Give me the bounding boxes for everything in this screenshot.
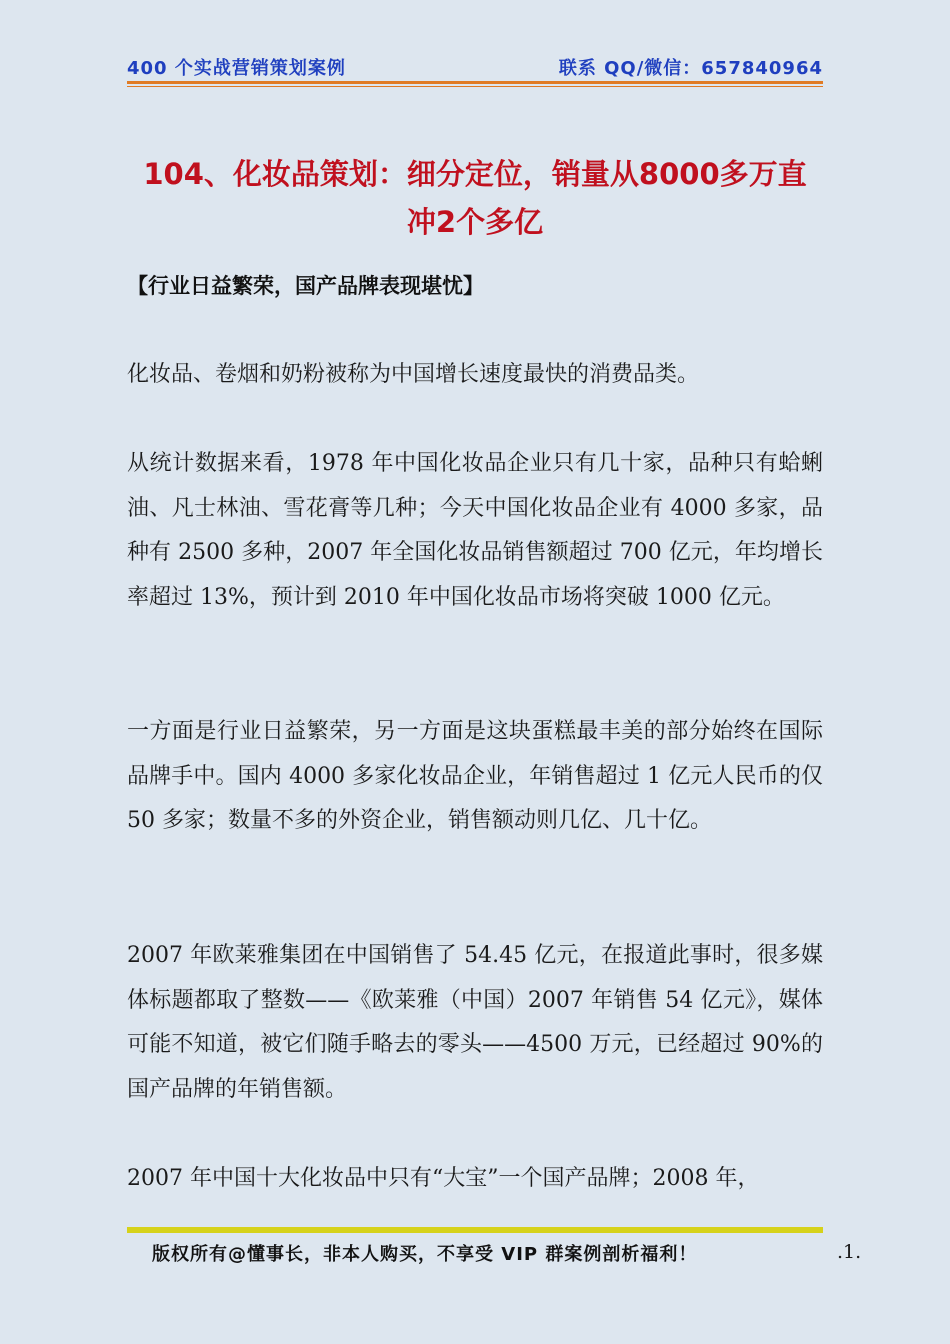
page-header (127, 54, 823, 80)
footer-rule (127, 1227, 823, 1233)
title-line-1: 104、化妆品策划：细分定位，销量从8000多万直 (143, 157, 807, 191)
paragraph-3: 一方面是行业日益繁荣，另一方面是这块蛋糕最丰美的部分始终在国际品牌手中。国内 4000 多家化妆品企业，年销售超过 1 亿元人民币的仅 50 多家；数量不多的外资企业，销售额动则几亿、几十亿。 (127, 719, 823, 834)
title-line-2: 冲2个多亿 (406, 205, 544, 239)
paragraph-4: 2007 年欧莱雅集团在中国销售了 54.45 亿元，在报道此事时，很多媒体标题都取了整数——《欧莱雅（中国）2007 年销售 54 亿元》，媒体可能不知道，被它们随手略去的零头——4500 万元，已经超过 90%的国产品牌的年销售额。 (127, 943, 823, 1102)
paragraph-5: 2007 年中国十大化妆品中只有“大宝”一个国产品牌；2008 年， (127, 1166, 760, 1191)
paragraph-2: 从统计数据来看，1978 年中国化妆品企业只有几十家，品种只有蛤蜊油、凡士林油、雪花膏等几种；今天中国化妆品企业有 4000 多家，品种有 2500 多种，2007 年全国化妆品销售额超过 700 亿元，年均增长率超过 13%，预计到 2010 年中国化妆品市场将突破 1000 亿元。 (127, 451, 823, 610)
header-contact: 联系 QQ/微信：657840964 (558, 58, 823, 79)
footer-copyright: 版权所有@懂事长，非本人购买，不享受 VIP 群案例剖析福利！ (152, 1244, 698, 1265)
paragraph-1: 化妆品、卷烟和奶粉被称为中国增长速度最快的消费品类。 (127, 362, 700, 387)
header-rule-thick (127, 81, 823, 84)
section-heading: 【行业日益繁荣，国产品牌表现堪忧】 (127, 274, 484, 298)
header-rule-thin (127, 86, 823, 87)
header-series-title: 400 个实战营销策划案例 (127, 58, 346, 79)
page-number: .1. (837, 1241, 862, 1263)
document-title (127, 150, 823, 246)
